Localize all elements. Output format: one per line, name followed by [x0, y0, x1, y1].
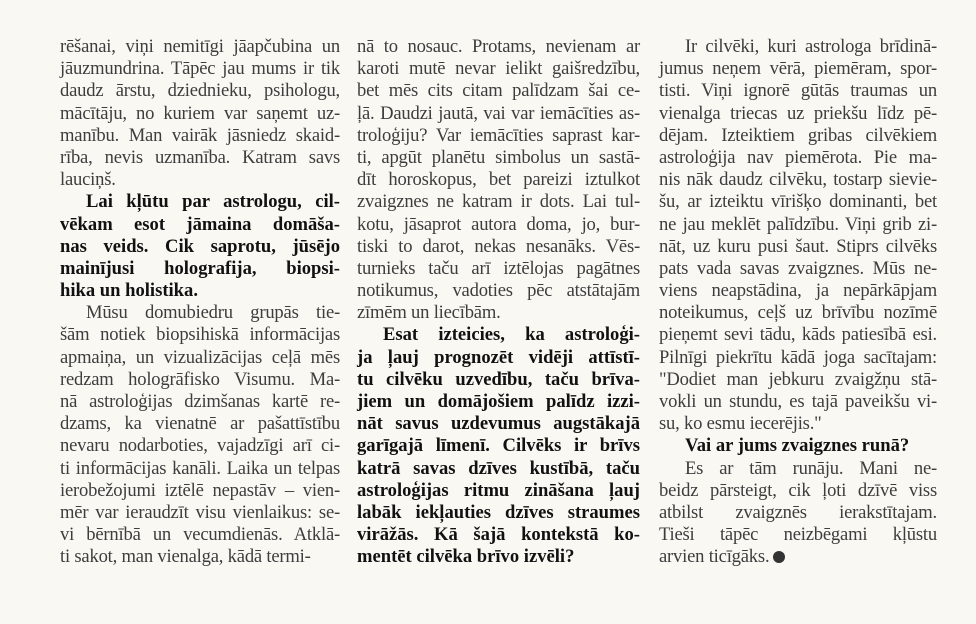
text-line: labāk iekļauties dzīves straumes	[357, 501, 640, 523]
text-line: vokli un stundu, es tajā paveikšu vi-	[659, 391, 937, 412]
text-line: tiski to darot, nekas nesanāks. Vēs-	[357, 235, 640, 257]
text-line: manību. Man vairāk jāsniedz skaid-	[60, 124, 340, 146]
text-line: mēr var ieraudzīt visu vienlaikus: se-	[60, 501, 340, 523]
text-line: Lai kļūtu par astrologu, cil-	[86, 191, 340, 213]
text-line: nāt savus uzdevumus augstākajā	[357, 413, 640, 435]
text-line: bet mēs cits citam palīdzam šai ce-	[357, 80, 640, 102]
text-line: ti informācijas kanāli. Laika un telpas	[60, 457, 340, 479]
text-line: tu cilvēku uzvedību, taču brīva-	[357, 368, 640, 390]
text-line: apmaiņa, un vizualizācijas ceļā mēs	[60, 346, 340, 368]
text-line: nāt, uz kuru pusi šaut. Stiprs cilvēks	[659, 235, 937, 257]
text-line: jumus neņem vērā, piemēram, spor-	[659, 58, 937, 80]
article-end-mark-icon	[773, 551, 785, 563]
text-line: astroloģija nav piemērota. Pie ma-	[659, 146, 937, 168]
text-line: zīmēm un liecībām.	[357, 302, 501, 324]
column-3	[659, 36, 937, 569]
interview-question	[357, 324, 640, 568]
text-line: mainījusi holografija, biopsi-	[60, 257, 340, 279]
text-line: hika un holistika.	[60, 280, 198, 302]
text-line: virāžās. Kā šajā kontekstā ko-	[357, 524, 640, 546]
text-line: Mūsu domubiedru grupās tie-	[86, 302, 340, 324]
column-1	[60, 36, 340, 569]
text-line: šu, ar izteiktu vīrišķo dominanti, bet	[659, 191, 937, 213]
text-line: ļā. Daudzi jautā, vai var iemācīties as-	[357, 102, 640, 124]
text-line: Pilnīgi piekrītu kādā joga sacītajam:	[659, 346, 937, 368]
text-line: Vai ar jums zvaigznes runā?	[685, 435, 910, 457]
text-line: vēkam esot jāmaina domāša-	[60, 213, 340, 235]
text-line: nā to nosauc. Protams, nevienam ar	[357, 36, 640, 57]
text-line: "Dodiet man jebkuru zvaigžņu stā-	[659, 368, 937, 390]
answer-paragraph	[659, 458, 937, 569]
answer-paragraph	[357, 36, 640, 324]
text-line: vi bērnībā un vecumdienās. Atklā-	[60, 524, 340, 546]
text-line: turnieks taču arī iztēlojas pagātnes	[357, 257, 640, 279]
text-line: tisti. Viņi ignorē gūtās traumas un	[659, 80, 937, 102]
text-line: nevaru nodarboties, vajadzīgi arī ci-	[60, 435, 340, 457]
text-line: troloģiju? Var iemācīties saprast kar-	[357, 124, 640, 146]
text-line: pats vada savas zvaigznes. Mūs ne-	[659, 257, 937, 279]
text-line: garīgajā līmenī. Cilvēks ir brīvs	[357, 435, 640, 457]
text-line: Tieši tāpēc neizbēgami kļūstu	[659, 524, 937, 546]
text-line: lauciņš.	[60, 169, 116, 191]
text-line: redzam hologrāfisko Visumu. Ma-	[60, 368, 340, 390]
text-line: viens neapstādina, ja nepārkāpjam	[659, 280, 937, 302]
answer-paragraph	[60, 36, 340, 191]
answer-paragraph	[659, 36, 937, 435]
text-line: mentēt cilvēka brīvo izvēli?	[357, 546, 575, 568]
text-line: nā astroloģijas dzimšanas kartē re-	[60, 391, 340, 412]
text-line: notikumus, vadoties pēc atstātajām	[357, 280, 640, 302]
text-line: rība, nevis uzmanība. Katram savs	[60, 146, 340, 168]
text-line: kotu, jāsaprot autora doma, jo, bur-	[357, 213, 640, 235]
answer-paragraph	[60, 302, 340, 568]
text-line: daudz ārstu, dziednieku, psihologu,	[60, 80, 340, 102]
interview-question	[60, 191, 340, 302]
text-line: Esat izteicies, ka astroloģi-	[383, 324, 640, 346]
text-line: ti sakot, man vienalga, kādā termi-	[60, 546, 311, 568]
column-2	[357, 36, 640, 569]
text-line: katrā savas dzīves kustībā, taču	[357, 457, 640, 479]
text-line: Es ar tām runāju. Mani ne-	[685, 457, 937, 479]
text-line: zvaigznes ne katram ir dots. Lai tul-	[357, 191, 640, 213]
text-line: dīt horoskopus, bet pareizi iztulkot	[357, 169, 640, 191]
text-line: su, ko esmu iecerējis."	[659, 413, 822, 435]
text-line: karoti mutē nevar ielikt gaišredzību,	[357, 58, 640, 80]
text-line: ja ļauj prognozēt vidēji attīstī-	[357, 346, 640, 368]
text-line: ne jau meklēt palīdzību. Viņi grib zi-	[659, 213, 937, 235]
text-line: vienalga triecas uz priekšu līdz pē-	[659, 102, 937, 124]
text-line: arvien ticīgāks.	[659, 546, 937, 568]
text-line: nas veids. Cik saprotu, jūsējo	[60, 235, 340, 257]
text-line: ti, apgūt planētu simbolus un sastā-	[357, 146, 640, 168]
text-line: atbilst zvaigznēs ierakstītajam.	[659, 501, 937, 523]
text-line: rēšanai, viņi nemitīgi jāapčubina un	[60, 36, 340, 57]
text-line: ierobežojumi iztēlē nepastāv – vien-	[60, 479, 340, 501]
text-line: jāuzmundrina. Tāpēc jau mums ir tik	[60, 58, 340, 80]
text-line: astroloģijas ritmu zināšana ļauj	[357, 479, 640, 501]
text-line: dējam. Izteiktiem gribas cilvēkiem	[659, 124, 937, 146]
text-line: beidz pārsteigt, cik ļoti dzīvē viss	[659, 479, 937, 501]
text-line: Ir cilvēki, kuri astrologa brīdinā-	[685, 36, 937, 57]
interview-question	[659, 435, 937, 457]
text-line: mācītāju, no kuriem var saņemt uz-	[60, 102, 340, 124]
text-line: pieņemt sevi tādu, kāds patiesībā esi.	[659, 324, 937, 346]
text-line: nis nāk daudz cilvēku, tostarp sievie-	[659, 169, 937, 191]
text-line: šām notiek biopsihiskā informācijas	[60, 324, 340, 346]
text-line: noteikumus, ceļš uz brīvību nozīmē	[659, 302, 937, 324]
text-line: jiem un domājošiem palīdz izzi-	[357, 391, 640, 412]
text-line: dzams, ka vienatnē ar pašattīstību	[60, 413, 340, 435]
